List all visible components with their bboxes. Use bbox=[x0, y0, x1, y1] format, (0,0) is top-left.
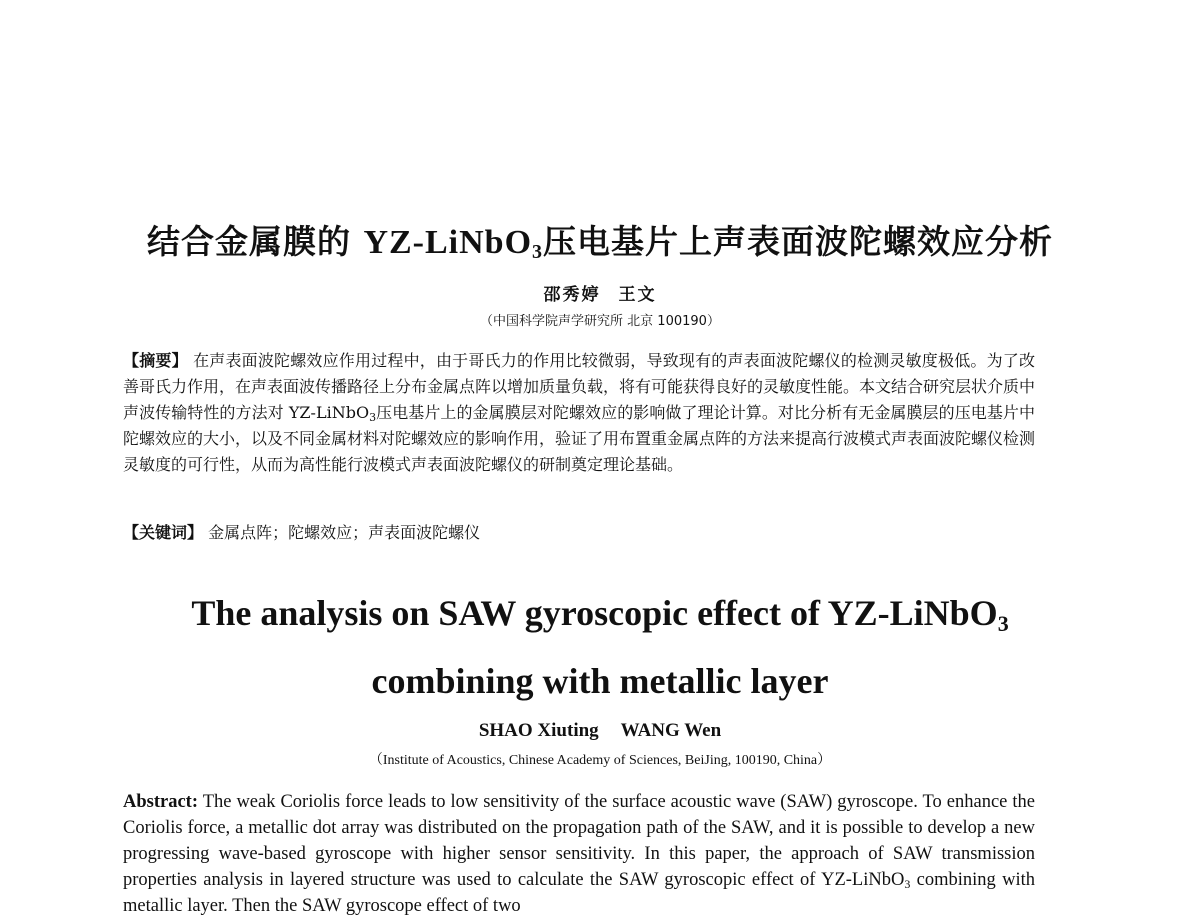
chinese-keywords-text: 金属点阵；陀螺效应；声表面波陀螺仪 bbox=[208, 523, 481, 542]
english-abstract bbox=[123, 789, 1035, 919]
chinese-author-1: 邵秀婷 bbox=[543, 285, 601, 305]
chinese-title-part2: 压电基片上声表面波陀螺效应分析 bbox=[543, 222, 1054, 261]
chinese-keywords-label: 【关键词】 bbox=[123, 523, 204, 542]
english-author-2: WANG Wen bbox=[620, 720, 722, 741]
english-abstract-label: Abstract: bbox=[123, 792, 199, 812]
english-title-line-2: combining with metallic layer bbox=[371, 661, 829, 701]
english-title-subscript: 3 bbox=[997, 611, 1009, 636]
english-authors bbox=[0, 720, 1200, 742]
english-title-line-1-text: The analysis on SAW gyroscopic effect of YZ-LiNbO bbox=[191, 593, 998, 633]
english-author-1: SHAO Xiuting bbox=[478, 720, 599, 741]
chinese-authors bbox=[0, 280, 1200, 305]
chinese-abstract-text-1: 在声表面波陀螺效应作用过程中，由于哥氏力的作用比较微弱，导致现有的声表面波陀螺仪的检测灵敏度极低。为了改善哥氏力作用，在声表面波传播路径上分布金属点阵以增加质量负载，将有可能获得良好的灵敏度性能。本文结合研究层状介质中声波传输特性的方法对 YZ-LiNbO bbox=[123, 351, 1036, 422]
chinese-abstract-label: 【摘要】 bbox=[123, 351, 188, 370]
chinese-title-formula-text: YZ-LiNbO bbox=[363, 224, 533, 261]
chinese-title-formula bbox=[363, 224, 543, 261]
chinese-abstract-subscript: 3 bbox=[369, 411, 377, 424]
english-title-line-1 bbox=[0, 592, 1200, 634]
english-abstract-text-1: The weak Coriolis force leads to low sensitivity of the surface acoustic wave (SAW) gyroscope. To enhance the Coriolis force, a metallic dot array was distributed on the propagation path of the SAW, and it is possible to develop a new progressing wave-based gyroscope with higher sensor sensitivity. In this paper, the approach of SAW transmission properties analysis in layered structure was used to calculate the SAW gyroscopic effect of YZ-LiNbO bbox=[123, 792, 1035, 890]
chinese-title bbox=[0, 216, 1200, 263]
chinese-abstract bbox=[123, 348, 1035, 478]
chinese-title-part1: 结合金属膜的 bbox=[146, 222, 351, 261]
chinese-author-2: 王文 bbox=[618, 285, 657, 305]
chinese-keywords bbox=[123, 520, 1035, 546]
english-abstract-subscript: 3 bbox=[904, 877, 911, 891]
english-affiliation: （Institute of Acoustics, Chinese Academy of Sciences, BeiJing, 100190, China） bbox=[368, 753, 832, 768]
chinese-title-formula-subscript: 3 bbox=[532, 241, 544, 263]
english-abstract-text-2: combining with metallic layer. Then the SAW gyroscope effect of two bbox=[123, 870, 1035, 916]
chinese-abstract-text-2: 压电基片上的金属膜层对陀螺效应的影响做了理论计算。对比分析有无金属膜层的压电基片中陀螺效应的大小，以及不同金属材料对陀螺效应的影响作用，验证了用布置重金属点阵的方法来提高行波模式声表面波陀螺仪检测灵敏度的可行性，从而为高性能行波模式声表面波陀螺仪的研制奠定理论基础。 bbox=[123, 403, 1036, 474]
chinese-affiliation: （中国科学院声学研究所 北京 100190） bbox=[480, 314, 720, 329]
